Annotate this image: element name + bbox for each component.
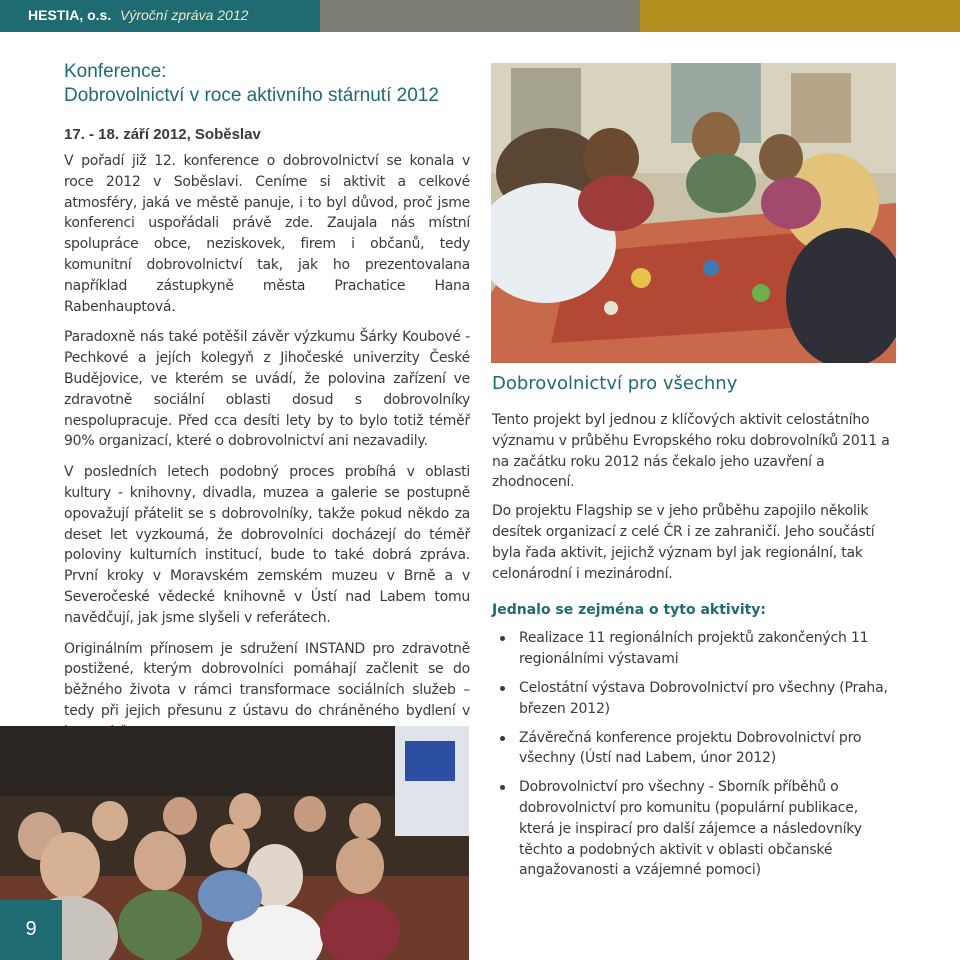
activity-text: Dobrovolnictví pro všechny - Sborník příběhů o dobrovolnictví pro komunitu (populární publikace, která je inspirací pro další zájemce a následovníky těchto a podobných aktivit v oblasti občanské angažovanosti a vzájemné pomoci) (519, 779, 862, 879)
report-subtitle: Výroční zpráva 2012 (120, 7, 249, 23)
activities-heading: Jednalo se zejména o tyto aktivity: (492, 602, 767, 619)
page-header (0, 0, 960, 32)
conference-title-line2: Dobrovolnictví v roce aktivního stárnutí 2012 (64, 85, 439, 106)
organization-name: HESTIA, o.s. (28, 7, 112, 23)
page-number: 9 (25, 918, 37, 940)
conference-date: 17. - 18. září 2012, Soběslav (64, 126, 261, 143)
workshop-photo (491, 63, 896, 363)
project-paragraph: Do projektu Flagship se v jeho průběhu zapojilo několik desítek organizací z celé ČR i ze zahraničí. Jeho součástí byla řada aktivit, jejichž význam byl jak regionální, tak celonárodní i mezinárodní. (492, 503, 875, 582)
list-item (492, 777, 896, 881)
activity-text: Závěrečná konference projektu Dobrovolnictví pro všechny (Ústí nad Labem, únor 2012) (519, 729, 862, 767)
bullet-icon (500, 636, 505, 641)
activity-text: Realizace 11 regionálních projektů zakončených 11 regionálními výstavami (519, 630, 869, 668)
conference-title (64, 60, 470, 108)
project-paragraph: Tento projekt byl jednou z klíčových aktivit celostátního významu v průběhu Evropského roku dobrovolníků 2011 a na začátku roku 2012 nás čekalo jeho uzavření a zhodnocení. (492, 412, 890, 491)
conference-paragraph: V pořadí již 12. konference o dobrovolnictví se konala v roce 2012 v Soběslavi. Ceníme si aktivit a celkové atmosféry, jaká ve městě panuje, i to byl důvod, proč jsme konferenci uspořádali právě zde. Zaujala nás místní spolupráce obce, neziskovek, firem i občanů, tedy komunitní dobrovolnictví tak, jak ho prezentovalana například zástupkyně města Prachatice Hana Rabenhauptová. (64, 153, 470, 315)
bullet-icon (500, 736, 505, 741)
page-number-box (0, 900, 62, 960)
project-column (492, 372, 896, 889)
activity-text: Celostátní výstava Dobrovolnictví pro všechny (Praha, březen 2012) (519, 679, 888, 717)
bullet-icon (500, 785, 505, 790)
conference-paragraph: Paradoxně nás také potěšil závěr výzkumu Šárky Koubové - Pechkové a jejích kolegyň z Jihočeské univerzity České Budějovice, ve kterém se uvádí, že polovina zařízení ve zdravotně sociální oblasti dosud s dobrovolníky nespolupracuje. Před cca desíti lety by to bylo totiž téměř 90% organizací, které o dobrovolnictví ani nezavadily. (64, 329, 470, 450)
bullet-icon (500, 686, 505, 691)
activities-list (492, 628, 896, 881)
conference-paragraph: V posledních letech podobný proces probíhá v oblasti kultury - knihovny, divadla, muzea a galerie se postupně opovažují přátelit se s dobrovolníky, takže pokud někdo za deset let vyzkoumá, že dobrovolníci docházejí do téměř poloviny kulturních institucí, bude to také dobrá zpráva. První kroky v Moravském zemském muzeu v Brně a v Severočeské vědecké knihovně v Ústí nad Labem tomu navědčují, jak jsme slyšeli v referátech. (64, 464, 470, 626)
list-item (492, 628, 896, 670)
project-title: Dobrovolnictví pro všechny (492, 373, 738, 394)
list-item (492, 728, 896, 770)
header-bar-gray (320, 0, 640, 32)
audience-photo (0, 726, 469, 960)
conference-column (64, 60, 470, 743)
header-bar-gold (640, 0, 960, 32)
list-item (492, 678, 896, 720)
conference-paragraph: Originálním přínosem je sdružení INSTAND pro zdravotně postižené, kterým dobrovolníci pomáhají začlenit se do běžného života v rámci transformace sociálních služeb – tedy při jejich přesunu z ústavu do chráněného bydlení v (64, 640, 470, 719)
conference-title-line1: Konference: (64, 61, 167, 82)
